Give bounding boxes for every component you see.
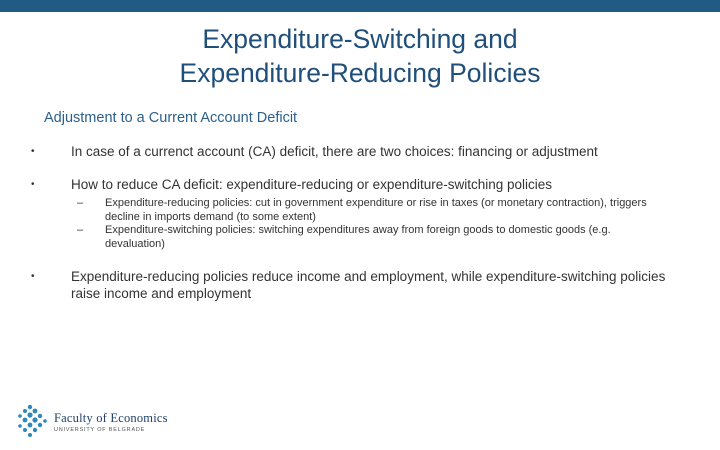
sub-bullet-item — [71, 224, 665, 251]
top-bar — [0, 0, 720, 12]
dash-marker: – — [77, 224, 84, 236]
dash-marker: – — [77, 197, 84, 209]
sub-bullet-text: Expenditure-reducing policies: cut in government expenditure or rise in taxes (or monetary contraction), triggers decline in imports demand (to some extent) — [105, 197, 647, 223]
dot-cross-logo-icon — [18, 405, 47, 437]
slide-title-line-2: Expenditure-Reducing Policies — [179, 58, 541, 88]
bullet-marker: • — [31, 146, 35, 157]
bullet-text: How to reduce CA deficit: expenditure-reducing or expenditure-switching policies — [71, 177, 553, 192]
bullet-marker: • — [31, 179, 35, 190]
bullet-list — [29, 143, 689, 302]
sub-bullet-item — [71, 197, 665, 224]
logo-name: Faculty of Economics — [54, 411, 168, 425]
bullet-item — [29, 268, 689, 302]
logo-text — [54, 411, 168, 433]
slide-subtitle: Adjustment to a Current Account Deficit — [44, 110, 298, 126]
bullet-item — [29, 176, 689, 193]
sub-bullet-list — [71, 197, 689, 251]
slide-title — [0, 22, 720, 90]
bullet-text: In case of a currenct account (CA) deficit, there are two choices: financing or adjustment — [71, 144, 598, 159]
bullet-text: Expenditure-reducing policies reduce income and employment, while expenditure-switching policies raise income and employment — [71, 269, 666, 301]
logo-subtitle: UNIVERSITY OF BELGRADE — [54, 427, 146, 433]
bullet-item — [29, 143, 689, 160]
sub-bullet-text: Expenditure-switching policies: switching expenditures away from foreign goods to domestic goods (e.g. devaluation) — [105, 224, 611, 250]
slide-title-line-1: Expenditure-Switching and — [202, 24, 518, 54]
bullet-marker: • — [31, 271, 35, 282]
